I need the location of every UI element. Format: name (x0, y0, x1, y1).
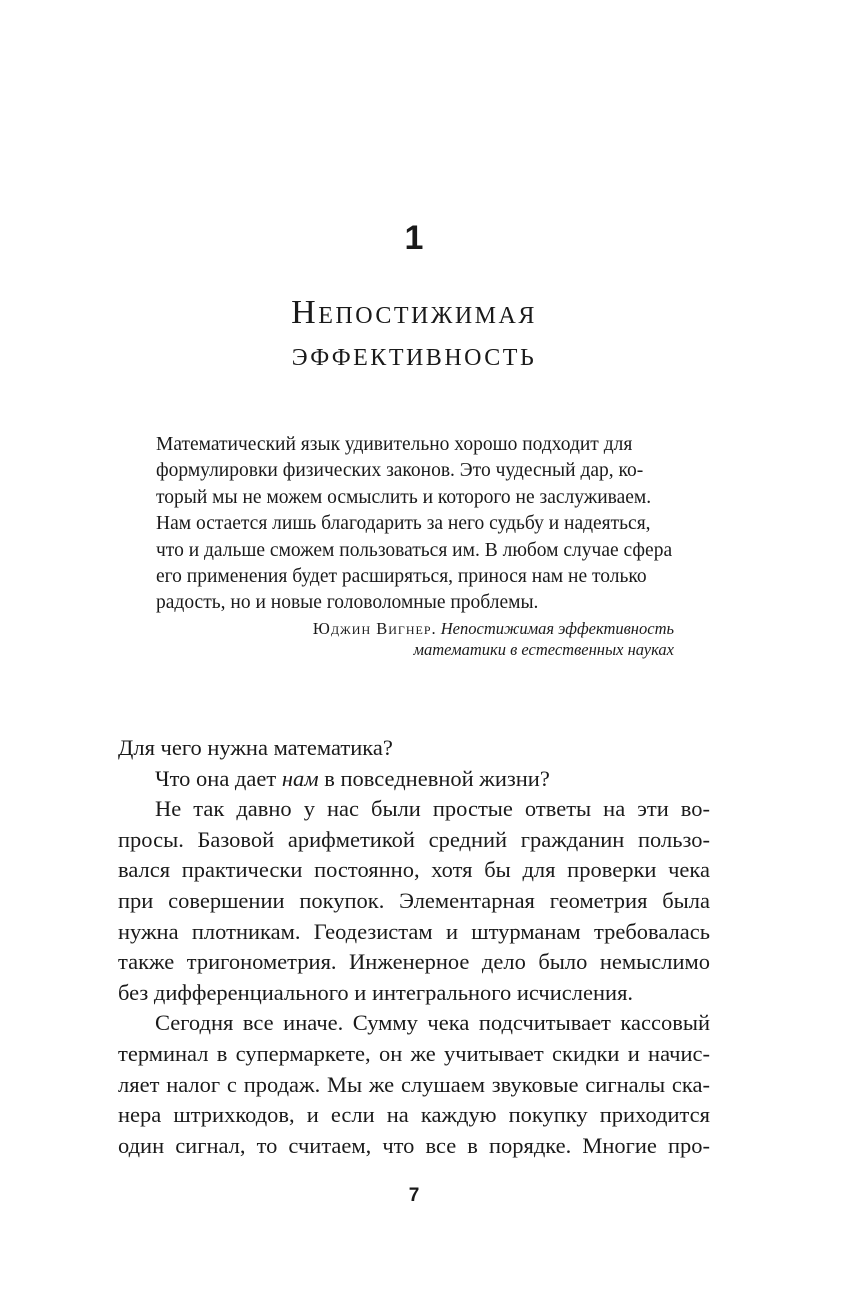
emphasis: нам (281, 765, 319, 791)
paragraph-line: нера штрихкодов, и если на каждую покупку приходится (118, 1102, 710, 1128)
chapter-title-line: Непостижимая (291, 294, 537, 331)
paragraph-line: ляет налог с продаж. Мы же слушаем звуковые сигналы ска- (118, 1071, 710, 1097)
paragraph-line: Не так давно у нас были простые ответы на эти во- (155, 796, 710, 822)
paragraph-line: при совершении покупок. Элементарная геометрия была (118, 887, 710, 913)
epigraph-line: его применения будет расширяться, принося нам не только (156, 566, 647, 588)
body-line: Для чего нужна математика? (118, 735, 393, 760)
epigraph (156, 432, 676, 617)
epigraph-line: формулировки физических законов. Это чудесный дар, ко- (156, 460, 644, 482)
epigraph-line: что и дальше сможем пользоваться им. В любом случае сфера (156, 539, 673, 561)
chapter-title (0, 292, 828, 376)
paragraph-line: Сегодня все иначе. Сумму чека подсчитывает кассовый (155, 1010, 710, 1036)
paragraph-line: один сигнал, то считаем, что все в порядке. Многие про- (118, 1132, 710, 1158)
body-line-text: в повседневной жизни? (318, 765, 550, 791)
paragraph-line: вался практически постоянно, хотя бы для проверки чека (118, 857, 710, 883)
chapter-number: 1 (404, 219, 424, 257)
epigraph-line: Математический язык удивительно хорошо подходит для (156, 434, 633, 455)
body-text (118, 733, 710, 1161)
body-line (118, 764, 710, 795)
chapter-title-line: эффективность (291, 336, 537, 373)
page-number: 7 (408, 1185, 420, 1206)
paragraph-line: также тригонометрия. Инженерное дело было немыслимо (118, 949, 710, 975)
paragraph-line: терминал в супермаркете, он же учитывает скидки и начис- (118, 1040, 710, 1066)
body-line-text: Что она дает (155, 765, 282, 791)
epigraph-attribution (313, 618, 674, 660)
epigraph-line: торый мы не можем осмыслить и которого не заслуживаем. (156, 486, 652, 508)
epigraph-source: Непостижимая эффективность (440, 619, 674, 638)
epigraph-author: Юджин Вигнер. (312, 619, 437, 638)
epigraph-line: радость, но и новые головоломные проблемы. (156, 592, 539, 614)
paragraph-line: без дифференциального и интегрального исчисления. (118, 979, 634, 1005)
paragraph-line: нужна плотникам. Геодезистам и штурманам требовалась (118, 918, 710, 944)
epigraph-source-cont: математики в естественных науках (413, 640, 674, 659)
paragraph-line: просы. Базовой арифметикой средний гражданин пользо- (118, 826, 710, 852)
epigraph-line: Нам остается лишь благодарить за него судьбу и надеяться, (156, 513, 651, 535)
